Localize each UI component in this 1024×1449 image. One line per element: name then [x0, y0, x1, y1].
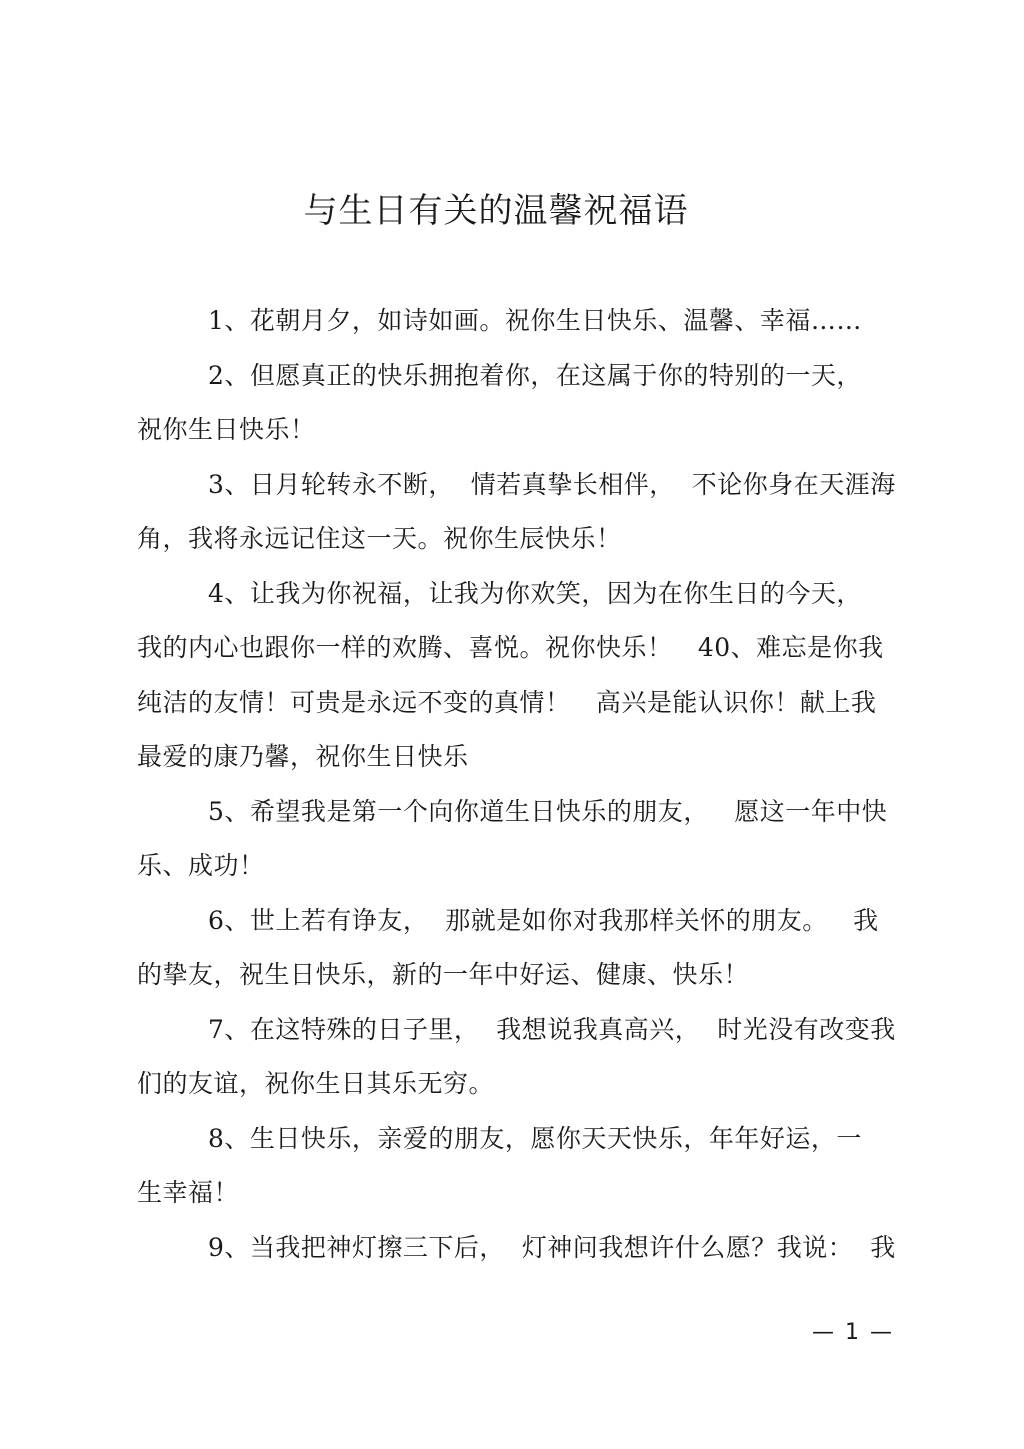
paragraph-9: 9、当我把神灯擦三下后， 灯神问我想许什么愿？我说： 我 — [208, 1232, 896, 1262]
paragraph-5: 5、希望我是第一个向你道生日快乐的朋友， 愿这一年中快乐、成功！ — [137, 796, 888, 880]
page-number: — 1 — — [812, 1320, 894, 1345]
paragraph-2: 2、但愿真正的快乐拥抱着你，在这属于你的特别的一天， 祝你生日快乐！ — [137, 360, 862, 444]
page-title: 与生日有关的温馨祝福语 — [303, 191, 689, 231]
document-body — [137, 294, 897, 1275]
paragraph-1: 1、花朝月夕，如诗如画。祝你生日快乐、温馨、幸福…… — [208, 306, 862, 335]
paragraph-3: 3、日月轮转永不断， 情若真挚长相伴， 不论你身在天涯海角，我将永远记住这一天。祝你生辰快乐！ — [137, 469, 896, 553]
paragraph-7: 7、在这特殊的日子里， 我想说我真高兴， 时光没有改变我们的友谊，祝你生日其乐无穷。 — [137, 1014, 896, 1098]
paragraph-8: 8、生日快乐，亲爱的朋友，愿你天天快乐，年年好运，一 生幸福！ — [137, 1123, 862, 1207]
paragraph-6: 6、世上若有诤友， 那就是如你对我那样关怀的朋友。 我的挚友，祝生日快乐，新的一年中好运、健康、快乐！ — [137, 905, 879, 989]
paragraph-4: 4、让我为你祝福，让我为你欢笑，因为在你生日的今天， 我的内心也跟你一样的欢腾、喜悦。祝你快乐！ 40、难忘是你我纯洁的友情！可贵是永远不变的真情！ 高兴是能认识你！献上我最爱的康乃馨，祝你生日快乐 — [137, 578, 884, 771]
